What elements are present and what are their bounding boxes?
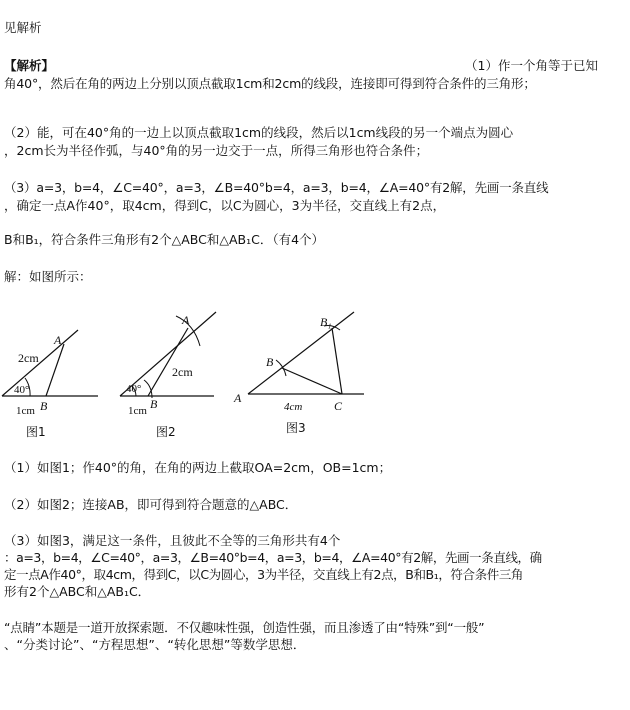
fig2-caption: 图2 <box>156 425 176 439</box>
figure-2 <box>118 306 238 439</box>
fig3-label-a: A <box>234 391 242 405</box>
fig3-label-b1: B₁ <box>320 315 332 329</box>
solution-step-2: （2）如图2；连接AB，即可得到符合题意的△ABC． <box>4 497 298 512</box>
comment-line1: “点睛”本题是一道开放探索题．不仅趣味性强，创造性强，而且渗透了由“特殊”到“一般” <box>4 620 485 635</box>
fig2-label-2cm: 2cm <box>172 365 193 379</box>
fig2-label-1cm: 1cm <box>128 405 147 417</box>
fig1-caption: 图1 <box>26 425 46 439</box>
solution-intro: 解：如图所示： <box>4 269 92 284</box>
analysis-p3-line3: B和B₁，符合条件三角形有2个△ABC和△AB₁C．（有4个） <box>4 232 325 247</box>
fig1-label-a: A <box>54 333 62 347</box>
solution-step-3-line2: ：a=3，b=4，∠C=40°，a=3，∠B=40°b=4，a=3，b=4，∠A=40°有2解，先画一条直线，确 <box>4 550 542 565</box>
analysis-p1-cont: 角40°，然后在角的两边上分别以顶点截取1cm和2cm的线段，连接即可得到符合条件的三角形； <box>4 76 536 91</box>
fig3-segment-cb <box>282 368 342 394</box>
fig2-segment-ab <box>148 328 188 396</box>
analysis-p3-line2: ，确定一点A作40°，取4cm，得到C，以C为圆心，3为半径，交直线上有2点， <box>4 198 446 213</box>
analysis-p1-start: （1）作一个角等于已知 <box>465 58 598 73</box>
fig1-label-1cm: 1cm <box>16 405 35 417</box>
solution-step-3-line3: 定一点A作40°，取4cm，得到C，以C为圆心，3为半径，交直线上有2点，B和B₁，符合条件三角 <box>4 567 524 582</box>
analysis-p2-line1: （2）能，可在40°角的一边上以顶点截取1cm的线段，然后以1cm线段的另一个端点为圆心 <box>4 125 514 140</box>
figure-1 <box>0 318 110 448</box>
fig1-label-40: 40° <box>14 384 30 396</box>
fig1-label-b: B <box>40 399 48 413</box>
fig3-caption: 图3 <box>286 421 306 435</box>
analysis-tag: 【解析】 <box>4 58 55 73</box>
fig3-segment-cb1 <box>332 328 342 394</box>
fig1-segment-ab <box>46 344 64 396</box>
fig2-label-b: B <box>150 397 158 411</box>
fig3-angle-ray <box>248 312 354 394</box>
fig1-label-2cm: 2cm <box>18 351 39 365</box>
fig3-label-c: C <box>334 399 343 413</box>
fig2-label-a: A <box>182 313 190 327</box>
fig2-label-40: 40° <box>126 383 142 395</box>
analysis-p2-line2: ，2cm长为半径作弧，与40°角的另一边交于一点，所得三角形也符合条件； <box>4 143 429 158</box>
fig3-label-4cm: 4cm <box>284 401 303 413</box>
comment-line2: 、“分类讨论”、“方程思想”、“转化思想”等数学思想． <box>4 637 306 652</box>
figure-3 <box>232 306 372 436</box>
solution-step-3-line4: 形有2个△ABC和△AB₁C． <box>4 584 151 599</box>
solution-step-3-line1: （3）如图3，满足这一条件，且彼此不全等的三角形共有4个 <box>4 533 341 548</box>
analysis-p3-line1: （3）a=3，b=4，∠C=40°，a=3，∠B=40°b=4，a=3，b=4，∠A=40°有2解，先画一条直线 <box>4 180 549 195</box>
answer-header: 见解析 <box>4 20 42 35</box>
solution-step-1: （1）如图1；作40°的角，在角的两边上截取OA=2cm，OB=1cm； <box>4 460 392 475</box>
fig3-label-b: B <box>266 355 274 369</box>
